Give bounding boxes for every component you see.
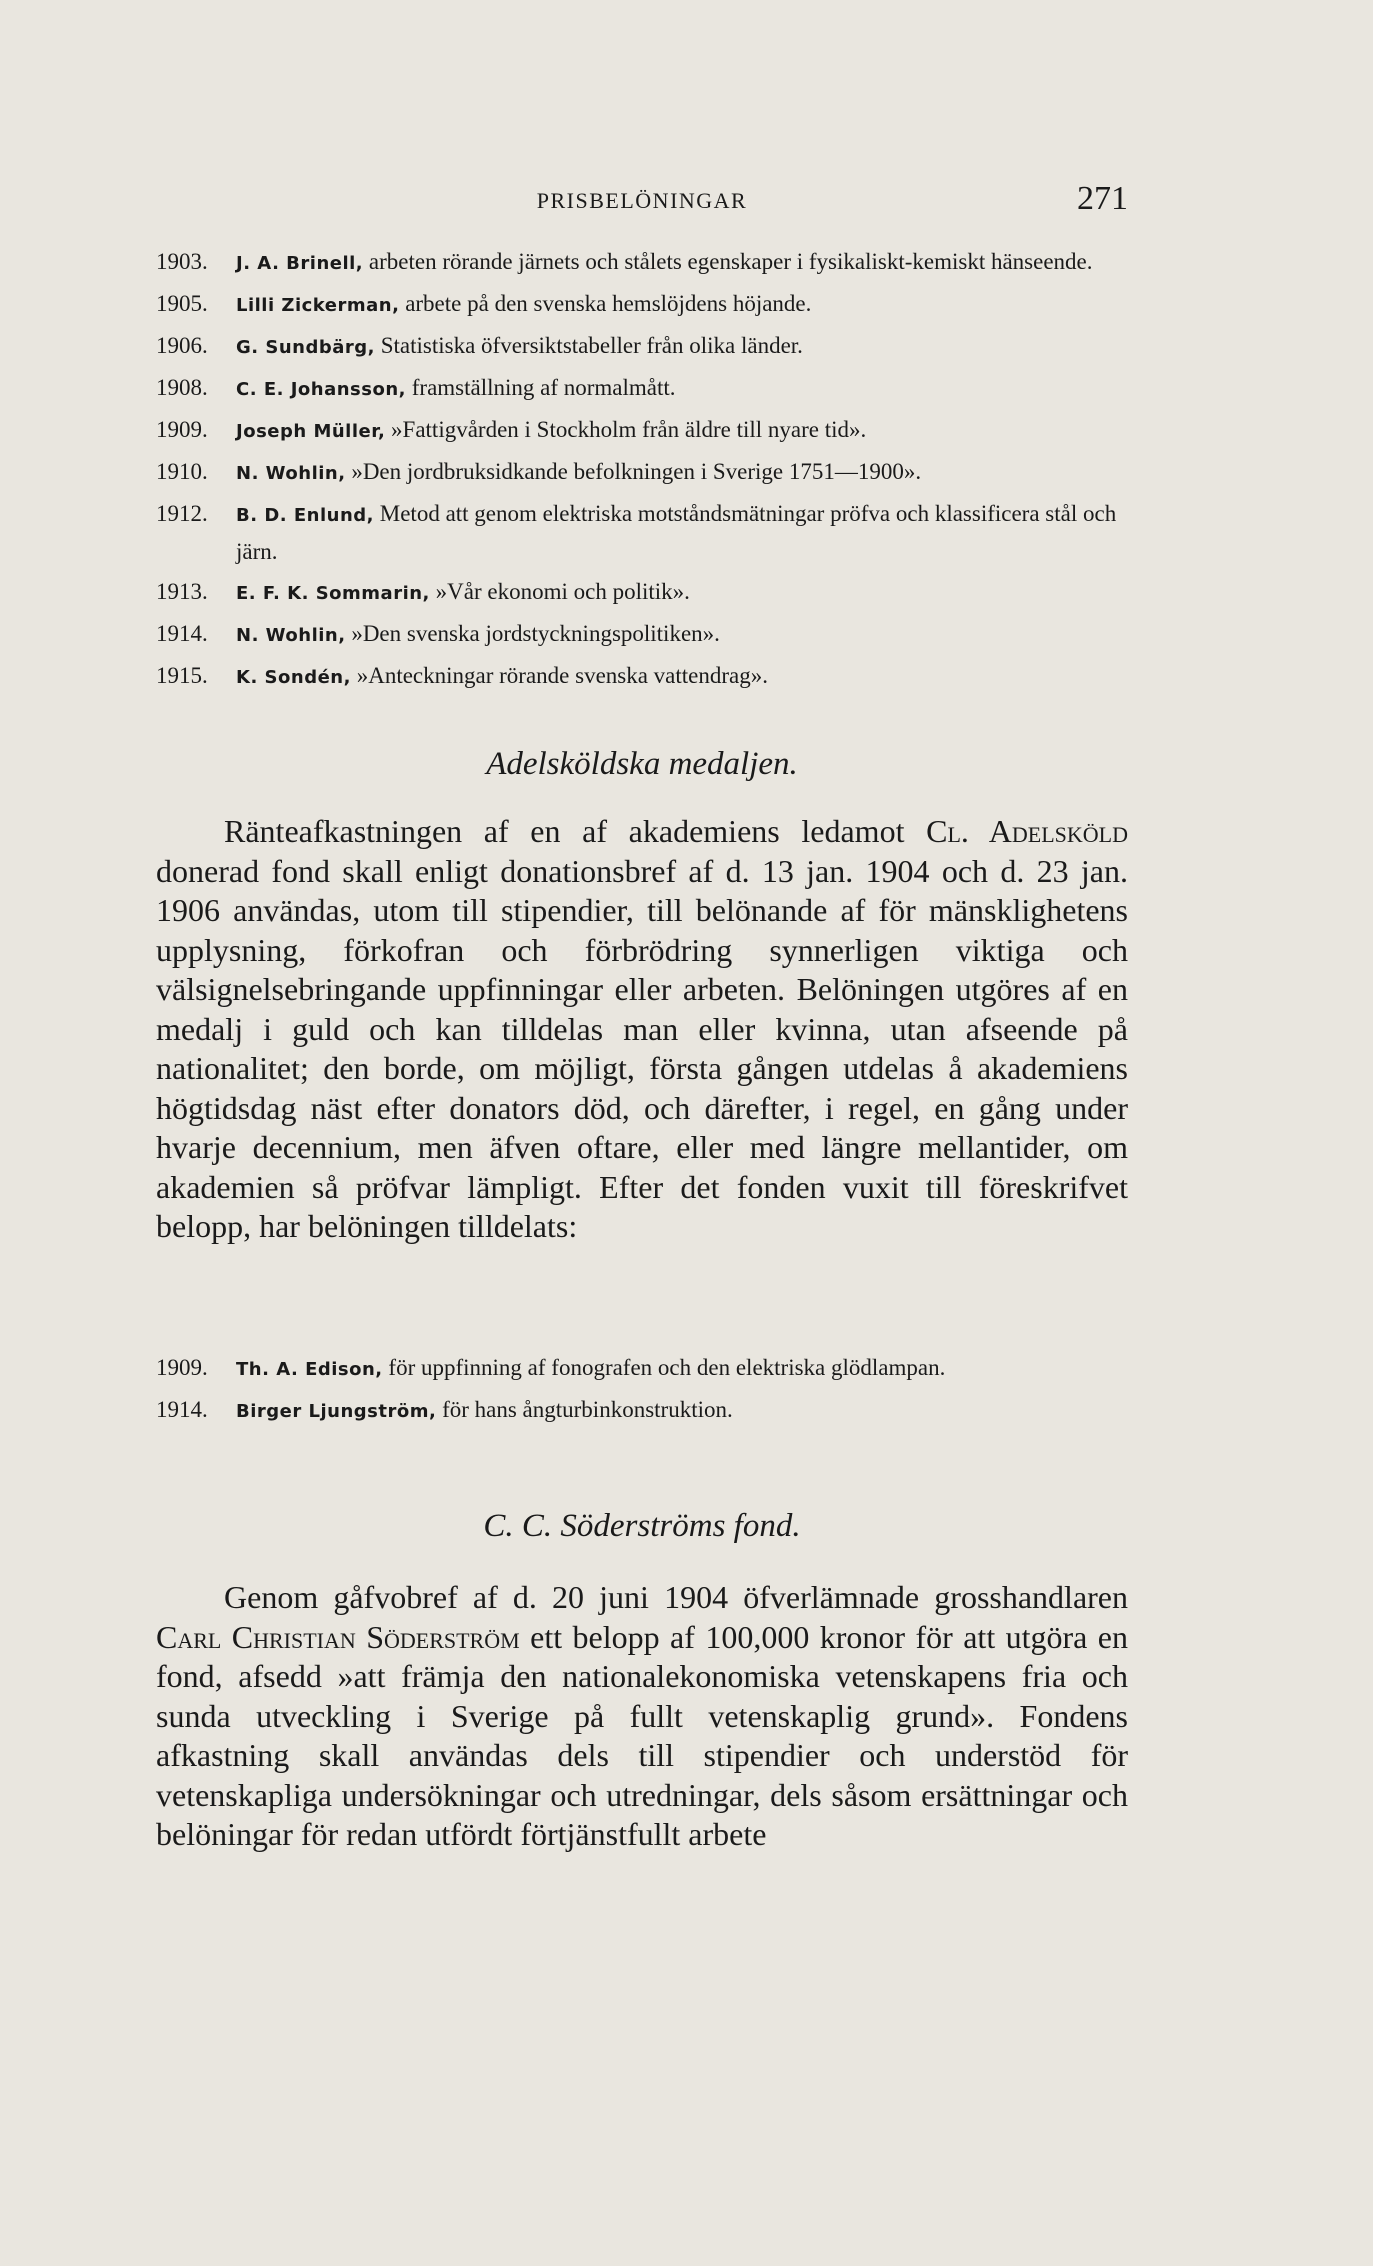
list-item: [156, 370, 1128, 408]
para-text-rest: ett belopp af 100,000 kronor för att utgöra en fond, afsedd »att främja den nationalekonomiska vetenskapens fria och sunda utveckling i Sverige på fullt vetenskaplig grund». Fondens afkastning skall användas dels till stipendier och understöd för vetenskapliga undersökningar och utredningar, dels såsom ersättningar och belöningar för redan utfördt förtjänstfullt arbete: [156, 1618, 1129, 1852]
entry-year: 1914.: [156, 1397, 208, 1422]
list-item: [156, 1350, 1128, 1388]
entry-year: 1912.: [156, 501, 208, 526]
list-item: [156, 496, 1128, 570]
running-title: PRISBELÖNINGAR: [536, 188, 748, 213]
list-item: [156, 286, 1128, 324]
paragraph-soderstrom: [156, 1578, 1128, 1855]
entry-text: för uppfinning af fonografen och den elektriska glödlampan.: [388, 1355, 946, 1380]
entry-name: N. Wohlin,: [236, 463, 346, 484]
paragraph-adelskold: [156, 812, 1128, 1247]
list-item: [156, 244, 1128, 282]
entry-name: B. D. Enlund,: [236, 505, 375, 526]
entry-name: Th. A. Edison,: [236, 1359, 383, 1380]
entry-year: 1905.: [156, 291, 208, 316]
donor-name: Cl. Adelsköld: [926, 813, 1129, 849]
entry-year: 1906.: [156, 333, 208, 358]
entry-text: Metod att genom elektriska motståndsmätningar pröfva och klassificera stål och järn.: [236, 501, 1117, 564]
list-item: [156, 658, 1128, 696]
list-item: [156, 328, 1128, 366]
donor-name: Carl Christian Söderström: [156, 1618, 520, 1655]
entry-year: 1914.: [156, 621, 208, 646]
entry-year: 1903.: [156, 249, 208, 274]
list-item: [156, 412, 1128, 450]
entry-text: arbeten rörande järnets och stålets egenskaper i fysikaliskt-kemiskt hänseende.: [368, 249, 1093, 274]
entry-text: »Den svenska jordstyckningspolitiken».: [351, 621, 720, 646]
prize-list-2: [156, 1350, 1128, 1434]
entry-text: »Anteckningar rörande svenska vattendrag».: [356, 663, 768, 688]
entry-name: C. E. Johansson,: [236, 379, 406, 400]
entry-year: 1915.: [156, 663, 208, 688]
entry-text: Statistiska öfversiktstabeller från olika länder.: [380, 333, 803, 358]
entry-name: Birger Ljungström,: [236, 1401, 437, 1422]
entry-text: »Fattigvården i Stockholm från äldre till nyare tid».: [391, 417, 867, 442]
entry-text: för hans ångturbinkonstruktion.: [442, 1397, 733, 1422]
entry-year: 1910.: [156, 459, 208, 484]
entry-year: 1909.: [156, 1355, 208, 1380]
section-title-adelskold: Adelsköldska medaljen.: [486, 746, 798, 782]
entry-year: 1909.: [156, 417, 208, 442]
entry-year: 1913.: [156, 579, 208, 604]
para-text-start: Ränteafkastningen af en af akademiens ledamot: [224, 813, 905, 849]
entry-name: E. F. K. Sommarin,: [236, 583, 430, 604]
running-head: [156, 178, 1128, 218]
page-number: 271: [1077, 180, 1128, 217]
list-item: [156, 454, 1128, 492]
list-item: [156, 1392, 1128, 1430]
entry-name: J. A. Brinell,: [236, 253, 364, 274]
entry-name: G. Sundbärg,: [236, 337, 375, 358]
section-title-soderstrom: C. C. Söderströms fond.: [483, 1508, 801, 1544]
entry-name: Lilli Zickerman,: [236, 295, 400, 316]
para-text-rest: donerad fond skall enligt donationsbref af d. 13 jan. 1904 och d. 23 jan. 1906 användas, utom till stipendier, till belönande af för mänsklighetens upplysning, förkofran och förbrödring synnerligen viktiga och välsignelsebringande uppfinningar eller arbeten. Belöningen utgöres af en medalj i guld och kan tilldelas man eller kvinna, utan afseende på nationalitet; den borde, om möjligt, första gången utdelas å akademiens högtidsdag näst efter donators död, och därefter, i regel, en gång under hvarje decennium, men äfven oftare, eller med längre mellantider, om akademien så pröfvar lämpligt. Efter det fonden vuxit till föreskrifvet belopp, har belöningen tilldelats:: [156, 852, 1128, 1244]
entry-name: Joseph Müller,: [236, 421, 386, 442]
entry-year: 1908.: [156, 375, 208, 400]
list-item: [156, 616, 1128, 654]
entry-text: »Vår ekonomi och politik».: [435, 579, 690, 604]
entry-name: N. Wohlin,: [236, 625, 346, 646]
entry-text: arbete på den svenska hemslöjdens höjande.: [405, 291, 812, 316]
entry-name: K. Sondén,: [236, 667, 351, 688]
entry-text: framställning af normalmått.: [411, 375, 676, 400]
prize-list-1: [156, 244, 1128, 700]
para-text-start: Genom gåfvobref af d. 20 juni 1904 öfverlämnade grosshandlaren: [224, 1579, 1128, 1615]
list-item: [156, 574, 1128, 612]
entry-text: »Den jordbruksidkande befolkningen i Sverige 1751—1900».: [351, 459, 922, 484]
